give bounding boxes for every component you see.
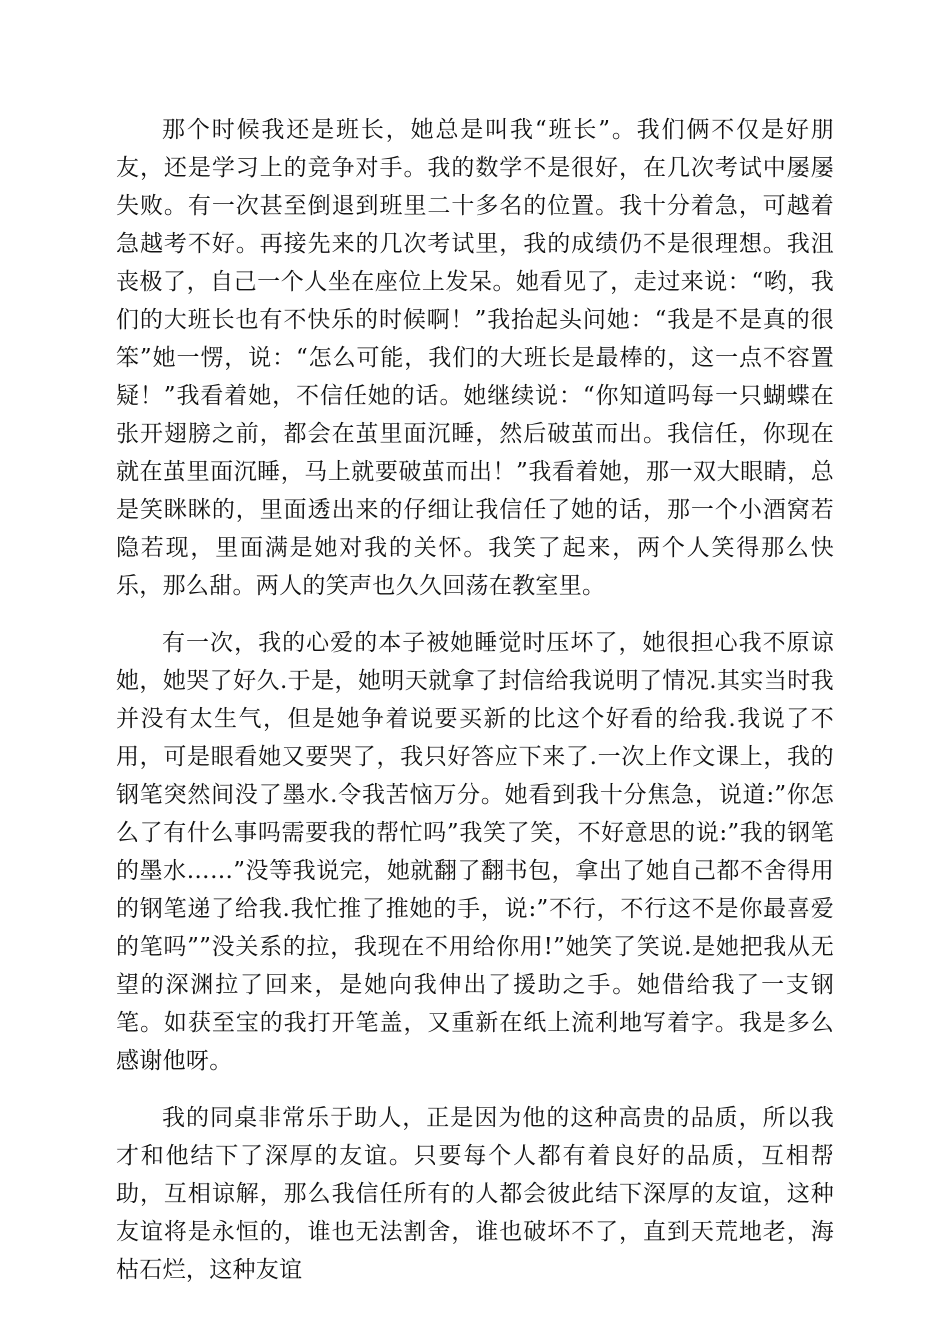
paragraph-3: 我的同桌非常乐于助人，正是因为他的这种高贵的品质，所以我才和他结下了深厚的友谊。只要每个人都有着良好的品质，互相帮助，互相谅解，那么我信任所有的人都会彼此结下深厚的友谊，这种友谊将是永恒的，谁也无法割舍，谁也破坏不了，直到天荒地老，海枯石烂，这种友谊 bbox=[116, 1105, 834, 1283]
paragraph-2: 有一次，我的心爱的本子被她睡觉时压坏了，她很担心我不原谅她，她哭了好久.于是，她明天就拿了封信给我说明了情况.其实当时我并没有太生气，但是她争着说要买新的比这个好看的给我.我说了不用，可是眼看她又要哭了，我只好答应下来了.一次上作文课上，我的钢笔突然间没了墨水.令我苦恼万分。她看到我十分焦急，说道:”你怎么了有什么事吗需要我的帮忙吗”我笑了笑，不好意思的说:”我的钢笔的墨水……”没等我说完，她就翻了翻书包，拿出了她自己都不舍得用的钢笔递了给我.我忙推了推她的手，说:”不行，不行这不是你最喜爱的笔吗””没关系的拉，我现在不用给你用!”她笑了笑说.是她把我从无望的深渊拉了回来，是她向我伸出了援助之手。她借给我了一支钢笔。如获至宝的我打开笔盖，又重新在纸上流利地写着字。我是多么感谢他呀。 bbox=[116, 630, 834, 1074]
paragraph-1: 那个时候我还是班长，她总是叫我“班长”。我们俩不仅是好朋友，还是学习上的竞争对手。我的数学不是很好，在几次考试中屡屡失败。有一次甚至倒退到班里二十多名的位置。我十分着急，可越着急越考不好。再接先来的几次考试里，我的成绩仍不是很理想。我沮丧极了，自己一个人坐在座位上发呆。她看见了，走过来说：“哟，我们的大班长也有不快乐的时候啊！”我抬起头问她：“我是不是真的很笨”她一愣，说：“怎么可能，我们的大班长是最棒的，这一点不容置疑！”我看着她，不信任她的话。她继续说：“你知道吗每一只蝴蝶在张开翅膀之前，都会在茧里面沉睡，然后破茧而出。我信任，你现在就在茧里面沉睡，马上就要破茧而出！”我看着她，那一双大眼睛，总是笑眯眯的，里面透出来的仔细让我信任了她的话，那一个小酒窝若隐若现，里面满是她对我的关怀。我笑了起来，两个人笑得那么快乐，那么甜。两人的笑声也久久回荡在教室里。 bbox=[116, 117, 834, 599]
document-body bbox=[116, 111, 834, 1289]
